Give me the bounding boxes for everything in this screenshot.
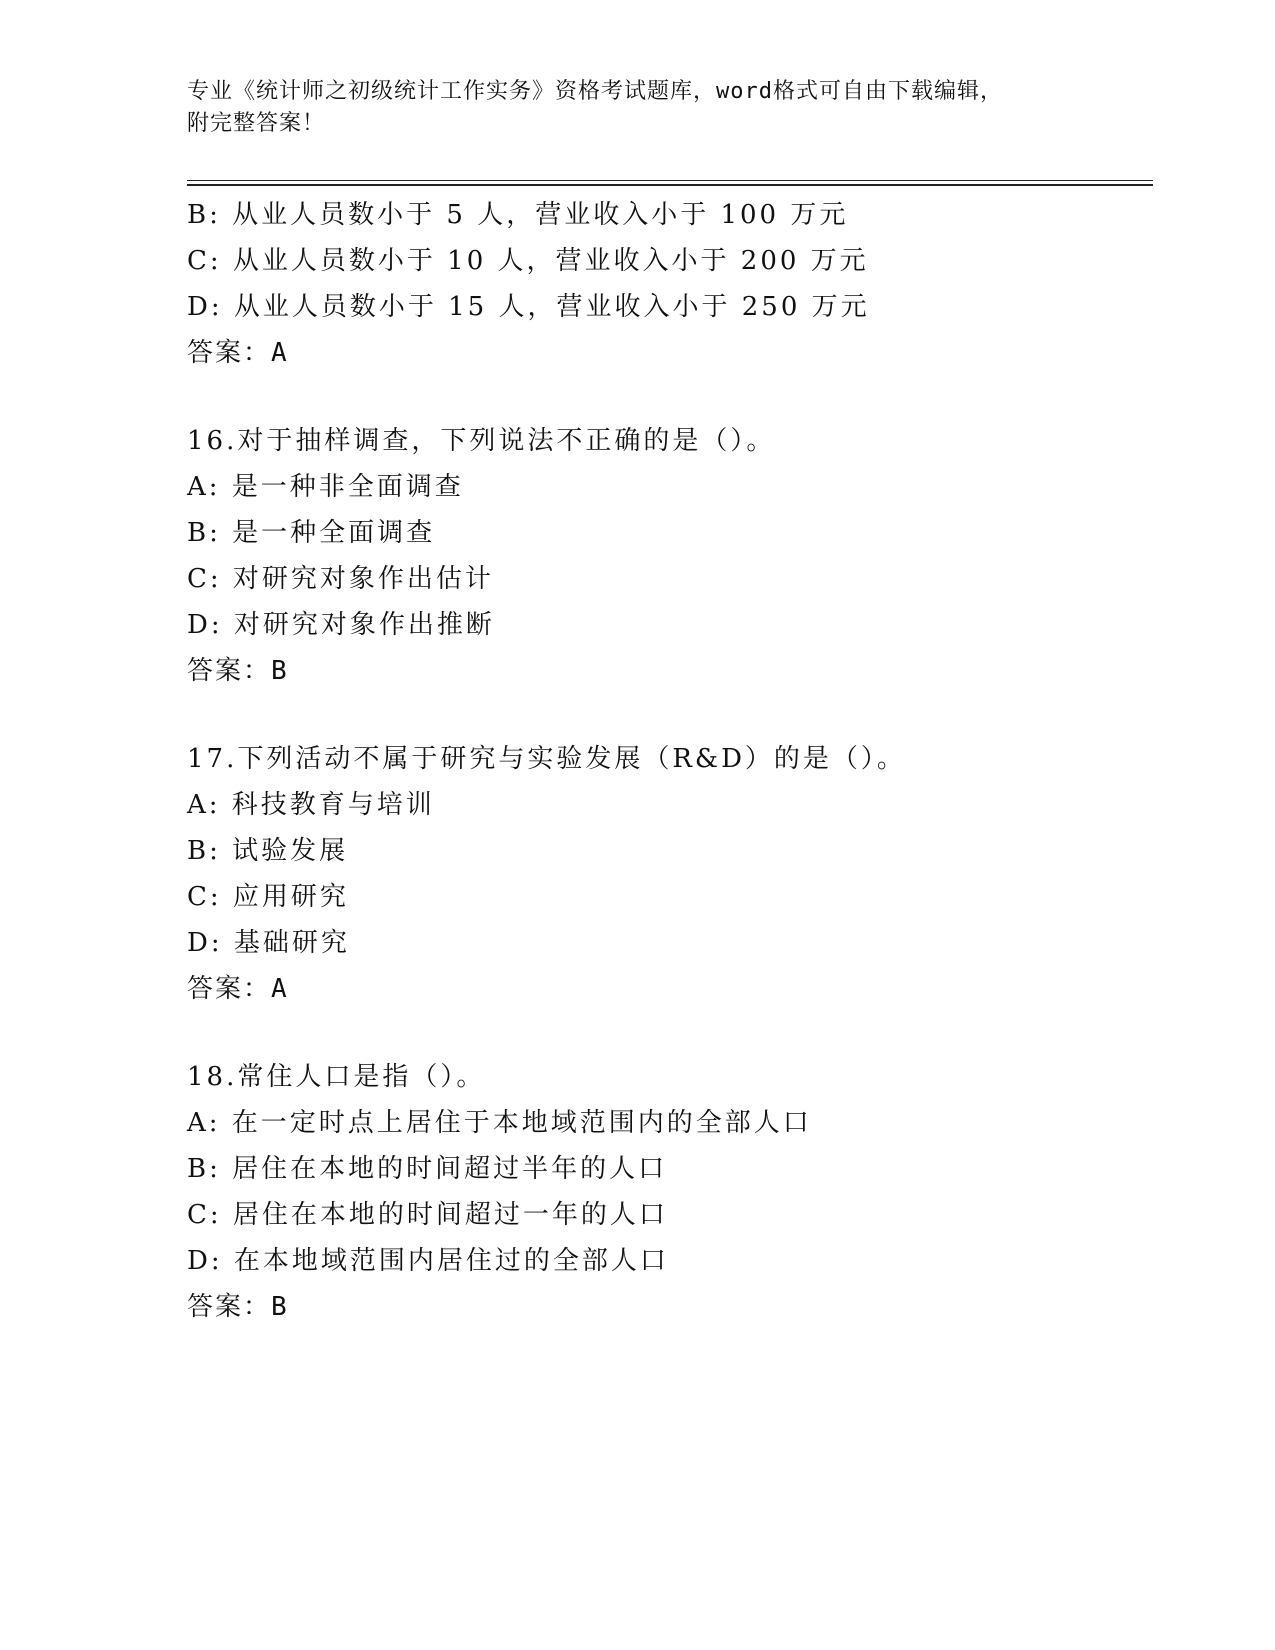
option-c: C: 居住在本地的时间超过一年的人口 (187, 1200, 668, 1230)
option-a: A: 科技教育与培训 (187, 790, 435, 820)
header-line-2: 附完整答案！ (187, 111, 326, 136)
header-line-1: 专业《统计师之初级统计工作实务》资格考试题库，word格式可自由下载编辑， (187, 79, 1003, 104)
question-stem: 16.对于抽样调查，下列说法不正确的是（）。 (187, 426, 776, 456)
option-a: A: 是一种非全面调查 (187, 472, 464, 502)
spacer (187, 376, 1153, 418)
option-b: B: 居住在本地的时间超过半年的人口 (187, 1154, 668, 1184)
header-divider-thick (187, 184, 1153, 186)
answer-label: 答案：A (187, 974, 289, 1004)
option-a: A: 在一定时点上居住于本地域范围内的全部人口 (187, 1108, 812, 1138)
document-header (187, 76, 1087, 140)
question-16 (187, 418, 1153, 694)
question-18 (187, 1054, 1153, 1330)
option-b: B: 从业人员数小于 5 人，营业收入小于 100 万元 (187, 200, 849, 230)
option-b: B: 是一种全面调查 (187, 518, 436, 548)
question-stem: 18.常住人口是指（）。 (187, 1062, 486, 1092)
question-15-continuation (187, 192, 1153, 376)
question-17 (187, 736, 1153, 1012)
option-c: C: 从业人员数小于 10 人，营业收入小于 200 万元 (187, 246, 869, 276)
question-stem: 17.下列活动不属于研究与实验发展（R&D）的是（）。 (187, 744, 906, 774)
answer-label: 答案：B (187, 1292, 289, 1322)
answer-label: 答案：A (187, 338, 289, 368)
option-d: D: 在本地域范围内居住过的全部人口 (187, 1246, 669, 1276)
option-d: D: 基础研究 (187, 928, 350, 958)
spacer (187, 1012, 1153, 1054)
header-divider-thin (187, 180, 1153, 181)
option-b: B: 试验发展 (187, 836, 349, 866)
option-c: C: 应用研究 (187, 882, 349, 912)
option-d: D: 从业人员数小于 15 人，营业收入小于 250 万元 (187, 292, 870, 322)
option-c: C: 对研究对象作出估计 (187, 564, 494, 594)
answer-label: 答案：B (187, 656, 289, 686)
question-content (187, 192, 1153, 1330)
spacer (187, 694, 1153, 736)
option-d: D: 对研究对象作出推断 (187, 610, 495, 640)
